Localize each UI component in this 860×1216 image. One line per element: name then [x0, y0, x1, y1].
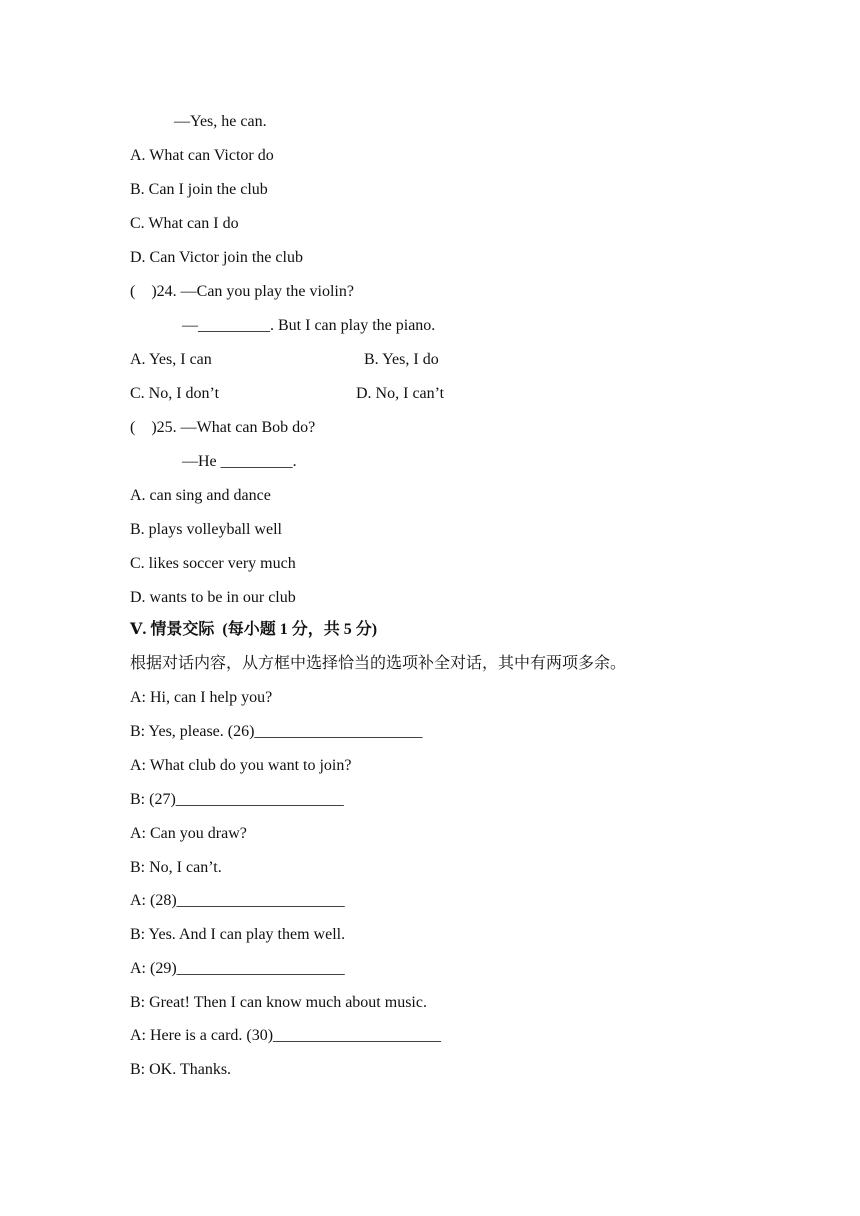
dialogue-line: A: Can you draw? [130, 825, 247, 842]
option-25-c: C. likes soccer very much [130, 555, 296, 572]
option-24-c: C. No, I don’t [130, 385, 220, 402]
option-24-d: D. No, I can’t [356, 385, 445, 402]
answer-line-25: —He _________. [182, 453, 297, 470]
dialogue-line: B: Yes. And I can play them well. [130, 926, 346, 943]
dialogue-line: A: Here is a card. (30)_____________________ [130, 1027, 442, 1044]
dialogue-line: B: Yes, please. (26)_____________________ [130, 723, 423, 740]
option-23-c: C. What can I do [130, 215, 239, 232]
dialogue-line: A: What club do you want to join? [130, 757, 352, 774]
option-23-b: B. Can I join the club [130, 181, 268, 198]
answer-line-24: —_________. But I can play the piano. [182, 317, 436, 334]
option-25-b: B. plays volleyball well [130, 521, 282, 538]
option-24-b: B. Yes, I do [364, 351, 439, 368]
dialogue-line: B: No, I can’t. [130, 859, 222, 876]
section-instructions: 根据对话内容，从方框中选择恰当的选项补全对话，其中有两项多余。 [130, 655, 627, 672]
dialogue-line: B: Great! Then I can know much about music. [130, 994, 427, 1011]
dialogue-line: A: Hi, can I help you? [130, 689, 273, 706]
answer-line-23: —Yes, he can. [174, 113, 267, 130]
question-24: ( )24. —Can you play the violin? [130, 283, 354, 300]
option-23-d: D. Can Victor join the club [130, 249, 303, 266]
option-25-a: A. can sing and dance [130, 487, 271, 504]
question-25: ( )25. —What can Bob do? [130, 419, 316, 436]
dialogue-line: B: (27)_____________________ [130, 791, 344, 808]
section-heading: Ⅴ. 情景交际 (每小题 1 分，共 5 分) [130, 621, 378, 638]
dialogue-line: A: (28)_____________________ [130, 892, 345, 909]
dialogue-line: B: OK. Thanks. [130, 1061, 232, 1078]
option-23-a: A. What can Victor do [130, 147, 274, 164]
dialogue-line: A: (29)_____________________ [130, 960, 345, 977]
option-25-d: D. wants to be in our club [130, 589, 296, 606]
option-24-a: A. Yes, I can [130, 351, 212, 368]
